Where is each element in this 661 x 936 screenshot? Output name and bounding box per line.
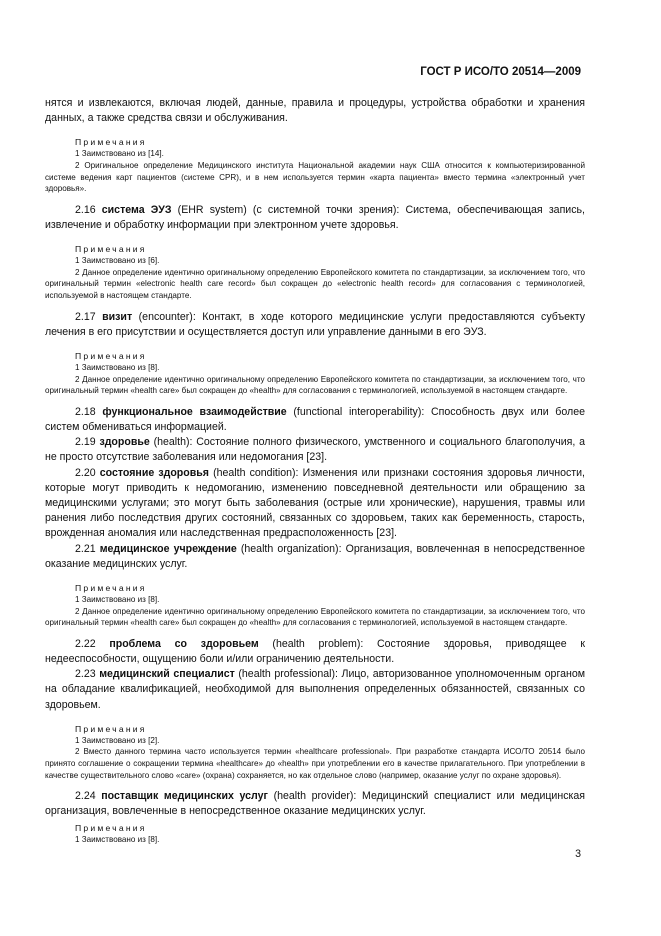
term-definition: (health professional): Лицо, авторизованное уполномоченным органом на обладание квалификацией, необходимой для выполнения определенных обязанностей, связанных со здоровьем. [45, 668, 585, 711]
notes-heading: Примечания [75, 723, 147, 734]
notes-heading: Примечания [75, 137, 147, 148]
term-number: 2.23 [75, 668, 96, 681]
note-item: 2 Оригинальное определение Медицинского института Национальной академии наук США относится к компьютеризированной системе ведения карт пациентов (системе CPR), и в нем используется термин «карта пациента» вместо термина «электронный учет здоровья». [45, 161, 585, 194]
note-item: 1 Заимствовано из [8]. [75, 594, 160, 604]
spacer [45, 195, 585, 203]
term-number: 2.18 [75, 405, 96, 418]
note-item: 2 Вместо данного термина часто используется термин «healthcare professional». При разработке стандарта ИСО/ТО 20514 было принято соглашение о сокращении термина «healthcare» до «health» при употреблении его в качестве прилагательного. При употреблении в качестве существительного слово «care» (охрана) сохраняется, но как отдельное слово (например, оказание услуг по охране здоровья). [45, 747, 585, 780]
note-item: 1 Заимствовано из [14]. [75, 149, 164, 159]
term-name: визит [102, 310, 133, 323]
term-number: 2.24 [75, 790, 96, 803]
spacer [45, 713, 585, 723]
note-item: 2 Данное определение идентично оригинальному определению Европейского комитета по стандартизации, за исключением того, что оригинальный термин «health care» был сокращен до «health» для согласования с терминологией, используемой в настоящем стандарте. [45, 374, 585, 396]
term-entry [45, 435, 585, 465]
note-item: 1 Заимствовано из [6]. [75, 256, 160, 266]
term-definition: (encounter): Контакт, в ходе которого медицинские услуги предоставляются субъекту лечения в его присутствии и осуществляется доступ или управление данными в его ЭУЗ. [45, 310, 585, 338]
term-name: функциональное взаимодействие [102, 405, 287, 418]
notes-heading: Примечания [75, 244, 147, 255]
notes-heading: Примечания [75, 822, 147, 833]
page-number: 3 [575, 848, 581, 860]
spacer [45, 629, 585, 637]
term-entry [45, 310, 585, 340]
spacer [45, 126, 585, 136]
term-name: здоровье [99, 436, 150, 449]
paragraph: нятся и извлекаются, включая людей, данные, правила и процедуры, устройства обработки и хранения данных, а также средства связи и обслуживания. [45, 97, 585, 125]
term-entry [45, 542, 585, 572]
term-definition: (health organization): Организация, вовлеченная в непосредственное оказание медицинских услуг. [45, 542, 585, 570]
term-entry [45, 405, 585, 435]
term-definition: (health problem): Состояние здоровья, приводящее к недееспособности, ощущению боли и/или ограничению деятельности. [45, 637, 585, 665]
note-item: 1 Заимствовано из [2]. [75, 735, 160, 745]
note-item: 2 Данное определение идентично оригинальному определению Европейского комитета по стандартизации, за исключением того, что оригинальный термин «health care» был сокращен до «health» для согласования с терминологией, используемой в настоящем стандарте. [45, 606, 585, 628]
note-item: 1 Заимствовано из [8]. [75, 834, 160, 844]
notes-heading: Примечания [75, 350, 147, 361]
term-number: 2.22 [75, 637, 96, 650]
spacer [45, 397, 585, 405]
term-number: 2.21 [75, 542, 96, 555]
term-definition: (health provider): Медицинский специалист или медицинская организация, вовлеченные в непосредственное оказание медицинских услуг. [45, 790, 585, 818]
term-number: 2.17 [75, 310, 96, 323]
note-item: 2 Данное определение идентично оригинальному определению Европейского комитета по стандартизации, за исключением того, что оригинальный термин «electronic health care record» был сокращен до «electronic health record» для согласования с терминологией, используемой в настоящем стандарте. [45, 267, 585, 300]
document-id-header: ГОСТ Р ИСО/ТО 20514—2009 [420, 66, 581, 78]
term-definition: (health condition): Изменения или признаки состояния здоровья личности, которые могут приводить к недомоганию, изменению повседневной деятельности или обращению за медицинскими услугами; это могут быть заболевания (острые или хронические), нарушения, травмы или ранения либо последствия других состояний, связанных со здоровьем, таких как беременность, старость, врожденная аномалия или наследственная предрасположенность [23]. [45, 466, 585, 540]
term-definition: (health): Состояние полного физического, умственного и социального благополучия, а не просто отсутствие заболевания или недомогания [23]. [45, 436, 586, 464]
term-name: поставщик медицинских услуг [101, 790, 268, 803]
term-definition: (EHR system) (с системной точки зрения): Система, обеспечивающая запись, извлечение и обработку информации при электронном учете здоровья. [45, 203, 585, 231]
term-name: медицинский специалист [99, 668, 235, 681]
spacer [45, 340, 585, 350]
spacer [45, 572, 585, 582]
term-name: проблема со здоровьем [109, 637, 259, 650]
term-entry [45, 789, 585, 819]
note-item: 1 Заимствовано из [8]. [75, 362, 160, 372]
term-entry [45, 667, 585, 713]
term-definition: (functional interoperability): Способность двух или более систем обмениваться информацией. [45, 405, 585, 433]
spacer [45, 302, 585, 310]
term-entry [45, 637, 585, 667]
term-name: состояние здоровья [99, 466, 209, 479]
term-number: 2.20 [75, 466, 96, 479]
term-name: система ЭУЗ [101, 203, 172, 216]
document-body [45, 96, 585, 845]
term-number: 2.19 [75, 436, 96, 449]
spacer [45, 233, 585, 243]
notes-heading: Примечания [75, 582, 147, 593]
spacer [45, 781, 585, 789]
term-entry [45, 466, 585, 542]
term-entry [45, 203, 585, 233]
term-number: 2.16 [75, 203, 96, 216]
term-name: медицинское учреждение [99, 542, 237, 555]
